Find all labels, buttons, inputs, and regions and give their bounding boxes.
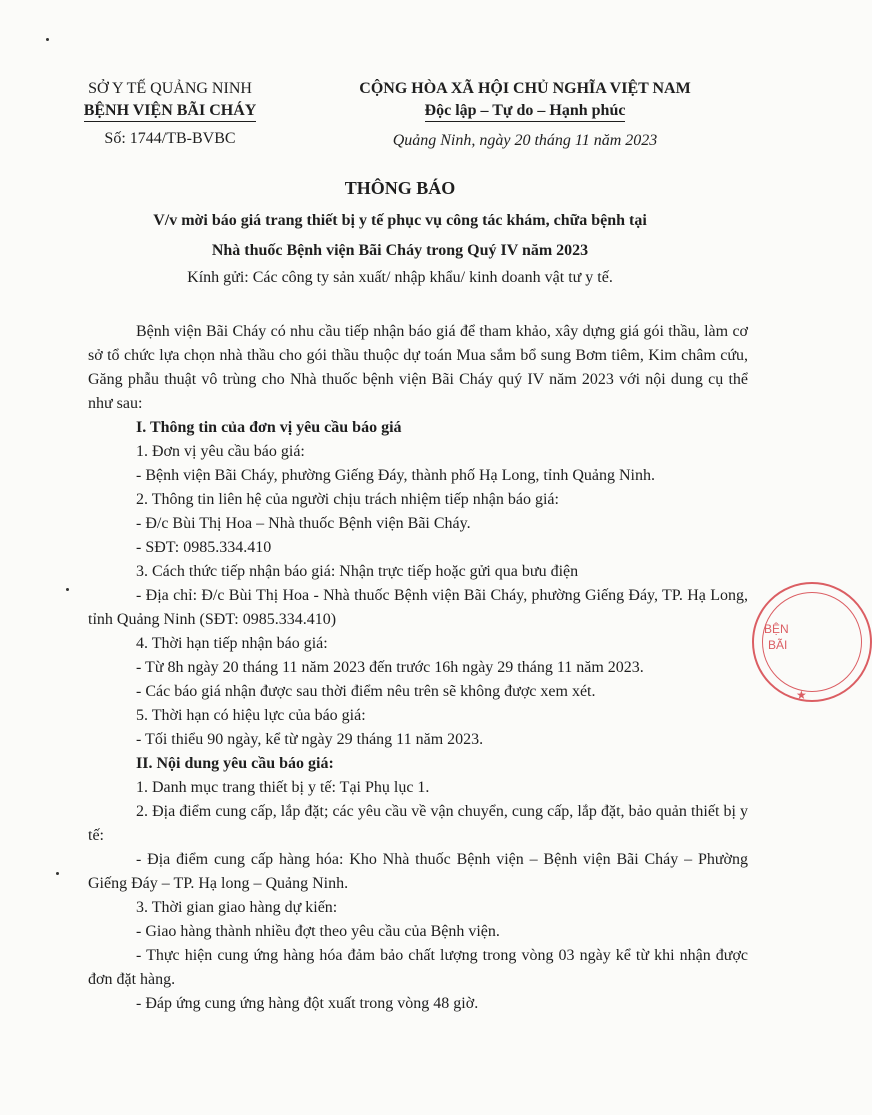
section-2-item-3-detail-3: - Đáp ứng cung ứng hàng đột xuất trong vòng 48 giờ. bbox=[136, 995, 479, 1012]
recipient-line: Kính gửi: Các công ty sản xuất/ nhập khẩu/ kinh doanh vật tư y tế. bbox=[187, 269, 613, 286]
section-2-item-3-title: 3. Thời gian giao hàng dự kiến: bbox=[136, 899, 338, 916]
section-1-item-5-title: 5. Thời hạn có hiệu lực của báo giá: bbox=[136, 707, 366, 724]
scan-speck bbox=[46, 38, 49, 41]
red-seal-stamp bbox=[752, 582, 872, 702]
section-2-item-3-detail-1: - Giao hàng thành nhiều đợt theo yêu cầu của Bệnh viện. bbox=[136, 923, 500, 940]
section-1-item-2-contact: - Đ/c Bùi Thị Hoa – Nhà thuốc Bệnh viện Bãi Cháy. bbox=[136, 515, 471, 532]
section-1-item-5-detail: - Tối thiểu 90 ngày, kể từ ngày 29 tháng 11 năm 2023. bbox=[136, 731, 484, 748]
national-motto: Độc lập – Tự do – Hạnh phúc bbox=[425, 101, 626, 122]
seal-text-2: BÃI bbox=[768, 638, 788, 652]
section-1-item-3-title: 3. Cách thức tiếp nhận báo giá: Nhận trực tiếp hoặc gửi qua bưu điện bbox=[136, 563, 579, 580]
section-2-item-2-detail: - Địa điểm cung cấp hàng hóa: Kho Nhà thuốc Bệnh viện – Bệnh viện Bãi Cháy – Phường Giếng Đáy – TP. Hạ long – Quảng Ninh. bbox=[88, 851, 748, 892]
section-1-item-3-address: - Địa chỉ: Đ/c Bùi Thị Hoa - Nhà thuốc Bệnh viện Bãi Cháy, phường Giếng Đáy, TP. Hạ Long, tỉnh Quảng Ninh (SĐT: 0985.334.410) bbox=[88, 587, 748, 628]
document-title: THÔNG BÁO bbox=[344, 178, 456, 198]
document-number: Số: 1744/TB-BVBC bbox=[104, 130, 236, 147]
section-2-item-3-detail-2: - Thực hiện cung ứng hàng hóa đảm bảo chất lượng trong vòng 03 ngày kể từ khi nhận được đơn đặt hàng. bbox=[88, 947, 748, 988]
country-name: CỘNG HÒA XÃ HỘI CHỦ NGHĨA VIỆT NAM bbox=[359, 80, 691, 97]
national-header bbox=[325, 78, 725, 152]
section-2-item-1: 1. Danh mục trang thiết bị y tế: Tại Phụ lục 1. bbox=[136, 779, 430, 796]
section-1-item-4-detail-2: - Các báo giá nhận được sau thời điểm nêu trên sẽ không được xem xét. bbox=[136, 683, 596, 700]
section-1-item-4-detail-1: - Từ 8h ngày 20 tháng 11 năm 2023 đến trước 16h ngày 29 tháng 11 năm 2023. bbox=[136, 659, 644, 676]
document-body bbox=[88, 320, 748, 1016]
issuer-header bbox=[70, 78, 270, 150]
scan-speck bbox=[66, 588, 69, 591]
issuer-hospital: BỆNH VIỆN BÃI CHÁY bbox=[84, 101, 257, 122]
section-2-heading: II. Nội dung yêu cầu báo giá: bbox=[136, 755, 334, 772]
section-1-item-2-phone: - SĐT: 0985.334.410 bbox=[136, 539, 272, 556]
document-subject bbox=[0, 206, 800, 266]
section-1-heading: I. Thông tin của đơn vị yêu cầu báo giá bbox=[136, 419, 402, 436]
section-1-item-2-title: 2. Thông tin liên hệ của người chịu trách nhiệm tiếp nhận báo giá: bbox=[136, 491, 559, 508]
seal-text-1: BỆN bbox=[764, 622, 789, 636]
seal-star-icon: ★ bbox=[796, 688, 807, 702]
scan-speck bbox=[56, 872, 59, 875]
subject-line-2: Nhà thuốc Bệnh viện Bãi Cháy trong Quý IV năm 2023 bbox=[211, 242, 589, 259]
section-2-item-2-title: 2. Địa điểm cung cấp, lắp đặt; các yêu cầu về vận chuyển, cung cấp, lắp đặt, bảo quản thiết bị y tế: bbox=[88, 803, 748, 844]
section-1-item-1-title: 1. Đơn vị yêu cầu báo giá: bbox=[136, 443, 305, 460]
issuer-department: SỞ Y TẾ QUẢNG NINH bbox=[88, 80, 252, 97]
document-date: Quảng Ninh, ngày 20 tháng 11 năm 2023 bbox=[392, 132, 658, 149]
section-1-item-1-detail: - Bệnh viện Bãi Cháy, phường Giếng Đáy, thành phố Hạ Long, tỉnh Quảng Ninh. bbox=[136, 467, 655, 484]
subject-line-1: V/v mời báo giá trang thiết bị y tế phục vụ công tác khám, chữa bệnh tại bbox=[153, 212, 647, 229]
section-1-item-4-title: 4. Thời hạn tiếp nhận báo giá: bbox=[136, 635, 328, 652]
intro-paragraph: Bệnh viện Bãi Cháy có nhu cầu tiếp nhận báo giá để tham khảo, xây dựng giá gói thầu, làm cơ sở tổ chức lựa chọn nhà thầu cho gói thầu thuộc dự toán Mua sắm bổ sung Bơm tiêm, Kim châm cứu, Găng phẫu thuật vô trùng cho Nhà thuốc bệnh viện Bãi Cháy quý IV năm 2023 với nội dung cụ thể như sau: bbox=[88, 323, 748, 412]
